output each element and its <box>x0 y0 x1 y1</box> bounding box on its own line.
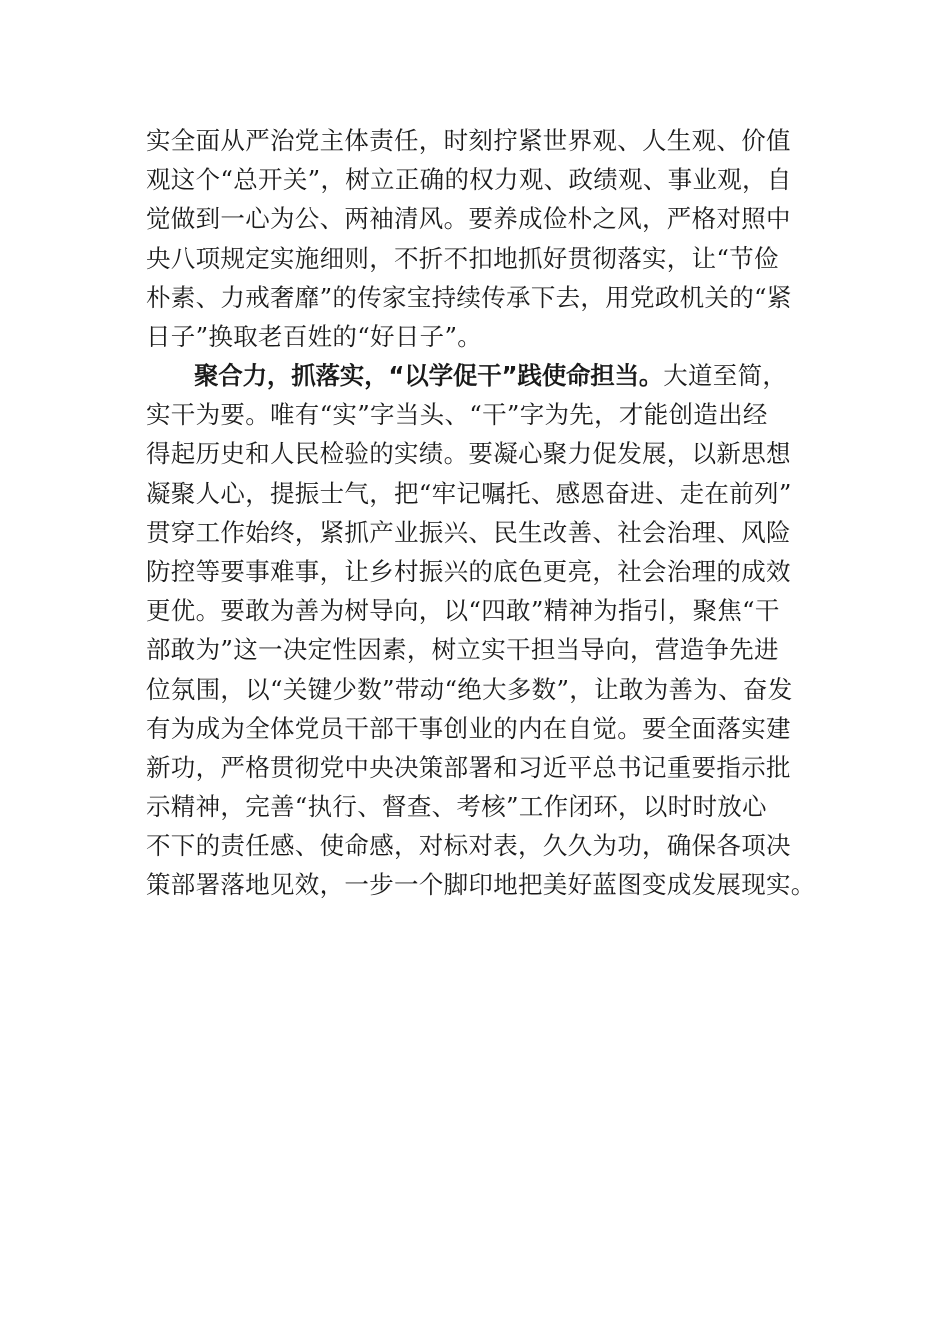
paragraph-line: 观这个“总开关”，树立正确的权力观、政绩观、事业观，自 <box>146 165 792 195</box>
paragraph-lead-heading: 聚合力，抓落实，“以学促干”践使命担当。 <box>194 361 664 390</box>
paragraph-line: 日子”换取老百姓的“好日子”。 <box>146 321 483 351</box>
paragraph-line: 贯穿工作始终，紧抓产业振兴、民生改善、社会治理、风险 <box>146 517 791 547</box>
paragraph-line: 位氛围，以“关键少数”带动“绝大多数”，让敢为善为、奋发 <box>146 674 793 704</box>
paragraph-line: 有为成为全体党员干部干事创业的内在自觉。要全面落实建 <box>146 713 791 743</box>
paragraph-line: 实干为要。唯有“实”字当头、“干”字为先，才能创造出经 <box>146 400 768 430</box>
paragraph-line: 策部署落地见效，一步一个脚印地把美好蓝图变成发展现实。 <box>146 870 816 900</box>
paragraph-line: 朴素、力戒奢靡”的传家宝持续传承下去，用党政机关的“紧 <box>146 282 792 312</box>
paragraph-line: 不下的责任感、使命感，对标对表，久久为功，确保各项决 <box>146 831 791 861</box>
paragraph-1 <box>146 121 826 356</box>
paragraph-line: 示精神，完善“执行、督查、考核”工作闭环，以时时放心 <box>146 792 767 822</box>
paragraph-line: 更优。要敢为善为树导向，以“四敢”精神为指引，聚焦“干 <box>146 596 780 626</box>
paragraph-line: 得起历史和人民检验的实绩。要凝心聚力促发展，以新思想 <box>146 439 791 469</box>
paragraph-line: 觉做到一心为公、两袖清风。要养成俭朴之风，严格对照中 <box>146 204 791 234</box>
paragraph-line: 新功，严格贯彻党中央决策部署和习近平总书记重要指示批 <box>146 752 791 782</box>
paragraph-first-line <box>146 356 826 395</box>
paragraph-first-line-text: 大道至简， <box>663 361 788 390</box>
paragraph-line: 凝聚人心，提振士气，把“牢记嘱托、感恩奋进、走在前列” <box>146 478 792 508</box>
paragraph-2 <box>146 356 826 905</box>
paragraph-line: 防控等要事难事，让乡村振兴的底色更亮，社会治理的成效 <box>146 556 791 586</box>
paragraph-line: 实全面从严治党主体责任，时刻拧紧世界观、人生观、价值 <box>146 126 791 155</box>
paragraph-line: 部敢为”这一决定性因素，树立实干担当导向，营造争先进 <box>146 635 779 665</box>
paragraph-line: 央八项规定实施细则，不折不扣地抓好贯彻落实，让“节俭 <box>146 243 779 273</box>
